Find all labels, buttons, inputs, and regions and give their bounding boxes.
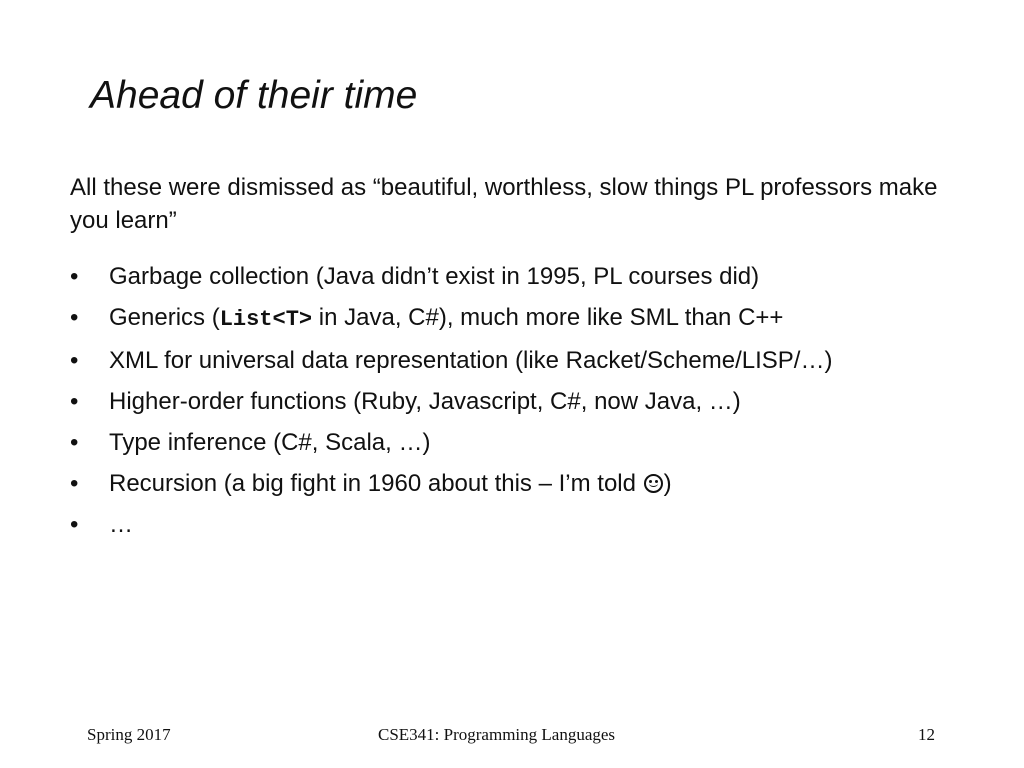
bullet-text: in Java, C#), much more like SML than C++ bbox=[312, 304, 784, 331]
bullet-text: … bbox=[109, 511, 133, 538]
bullet-marker: • bbox=[70, 429, 79, 456]
bullet-text: Higher-order functions (Ruby, Javascript, C#, now Java, …) bbox=[109, 388, 741, 415]
bullet-item bbox=[70, 428, 990, 458]
bullet-item bbox=[70, 510, 990, 540]
bullet-text: ) bbox=[663, 470, 672, 497]
intro-paragraph: All these were dismissed as “beautiful, worthless, slow things PL professors make you learn” bbox=[70, 174, 938, 234]
footer-term: Spring 2017 bbox=[87, 725, 171, 744]
slide-title: Ahead of their time bbox=[90, 74, 418, 117]
bullet-item bbox=[70, 469, 990, 499]
bullet-marker: • bbox=[70, 388, 79, 415]
bullet-item bbox=[70, 303, 990, 335]
bullet-marker: • bbox=[70, 347, 79, 374]
bullet-item bbox=[70, 387, 990, 417]
footer-course: CSE341: Programming Languages bbox=[378, 725, 616, 744]
page-number: 12 bbox=[918, 725, 935, 744]
bullet-marker: • bbox=[70, 470, 79, 497]
bullet-list bbox=[70, 262, 990, 551]
bullet-text: XML for universal data representation (like Racket/Scheme/LISP/…) bbox=[109, 347, 833, 374]
bullet-marker: • bbox=[70, 304, 79, 331]
smiley-icon bbox=[644, 474, 663, 493]
bullet-text: Garbage collection (Java didn’t exist in 1995, PL courses did) bbox=[109, 263, 760, 290]
bullet-item bbox=[70, 346, 990, 376]
bullet-marker: • bbox=[70, 511, 79, 538]
code-snippet: List<T> bbox=[219, 307, 313, 332]
bullet-text: Recursion (a big fight in 1960 about this – I’m told bbox=[109, 470, 643, 497]
bullet-text: Type inference (C#, Scala, …) bbox=[109, 429, 431, 456]
bullet-marker: • bbox=[70, 263, 79, 290]
bullet-text: Generics ( bbox=[109, 304, 220, 331]
bullet-item bbox=[70, 262, 990, 292]
